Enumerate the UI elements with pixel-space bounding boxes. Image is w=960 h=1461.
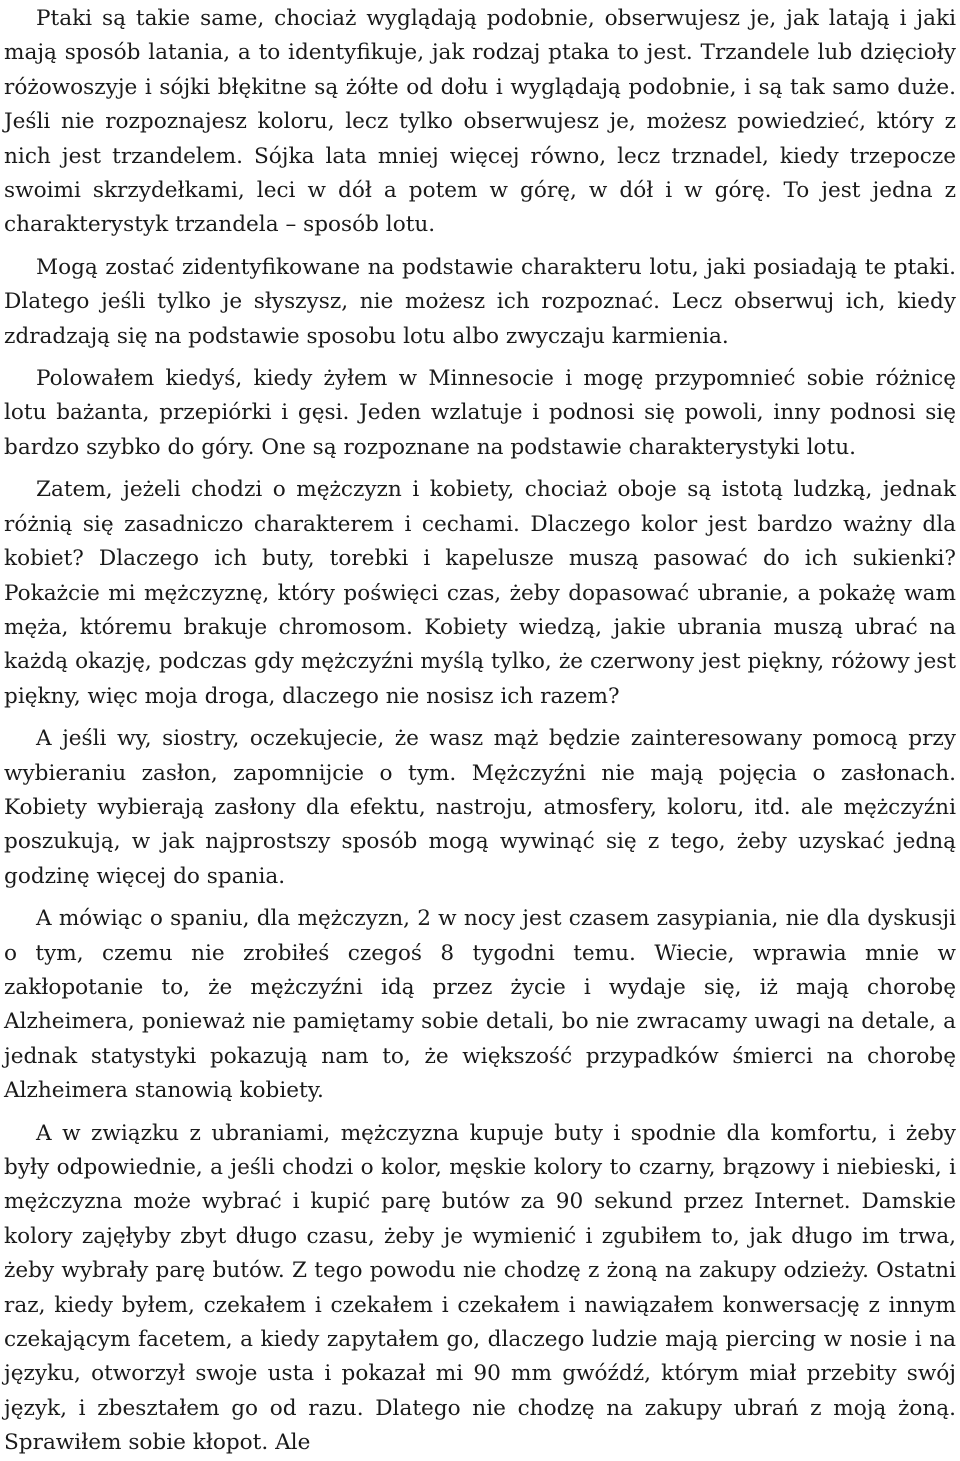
paragraph-4: Zatem, jeżeli chodzi o mężczyzn i kobiety, chociaż oboje są istotą ludzką, jednak różnią się zasadniczo charakterem i cechami. Dlaczego kolor jest bardzo ważny dla kobiet? Dlaczego ich buty, torebki i kapelusze muszą pasować do ich sukienki? Pokażcie mi mężczyznę, który poświęci czas, żeby dopasować ubranie, a pokażę wam męża, któremu brakuje chromosom. Kobiety wiedzą, jakie ubrania muszą ubrać na każdą okazję, podczas gdy mężczyźni myślą tylko, że czerwony jest piękny, różowy jest piękny, więc moja droga, dlaczego nie nosisz ich razem?: [4, 477, 956, 709]
paragraph-5: A jeśli wy, siostry, oczekujecie, że wasz mąż będzie zainteresowany pomocą przy wybieraniu zasłon, zapomnijcie o tym. Mężczyźni nie mają pojęcia o zasłonach. Kobiety wybierają zasłony dla efektu, nastroju, atmosfery, koloru, itd. ale mężczyźni poszukują, w jak najprostszy sposób mogą wywinąć się z tego, żeby uzyskać jedną godzinę więcej do spania.: [4, 726, 956, 889]
paragraph-7: A w związku z ubraniami, mężczyzna kupuje buty i spodnie dla komfortu, i żeby były odpowiednie, a jeśli chodzi o kolor, męskie kolory to czarny, brązowy i niebieski, i mężczyzna może wybrać i kupić parę butów za 90 sekund przez Internet. Damskie kolory zajęłyby zbyt długo czasu, żeby je wymienić i zgubiłem to, jak długo im trwa, żeby wybrały parę butów. Z tego powodu nie chodzę z żoną na zakupy odzieży. Ostatni raz, kiedy byłem, czekałem i czekałem i czekałem i nawiązałem konwersację z innym czekającym facetem, a kiedy zapytałem go, dlaczego ludzie mają piercing w nosie i na języku, otworzył swoje usta i pokazał mi 90 mm gwóźdź, którym miał przebity swój język, i zbeształem go od razu. Dlatego nie chodzę na zakupy ubrań z moją żoną. Sprawiłem sobie kłopot. Ale: [4, 1120, 956, 1456]
paragraph-2: Mogą zostać zidentyfikowane na podstawie charakteru lotu, jaki posiadają te ptaki. Dlatego jeśli tylko je słyszysz, nie możesz ich rozpoznać. Lecz obserwuj ich, kiedy zdradzają się na podstawie sposobu lotu albo zwyczaju karmienia.: [4, 254, 956, 349]
paragraph-6: A mówiąc o spaniu, dla mężczyzn, 2 w nocy jest czasem zasypiania, nie dla dyskusji o tym, czemu nie zrobiłeś czegoś 8 tygodni temu. Wiecie, wprawia mnie w zakłopotanie to, że mężczyźni idą przez życie i wydaje się, iż mają chorobę Alzheimera, ponieważ nie pamiętamy sobie detali, bo nie zwracamy uwagi na detale, a jednak statystyki pokazują nam to, że większość przypadków śmierci na chorobę Alzheimera stanowią kobiety.: [4, 906, 956, 1104]
paragraph-1: Ptaki są takie same, chociaż wyglądają podobnie, obserwujesz je, jak latają i jaki mają sposób latania, a to identyfikuje, jak rodzaj ptaka to jest. Trzandele lub dzięcioły różowoszyje i sójki błękitne są żółte od dołu i wyglądają podobnie, i są tak samo duże. Jeśli nie rozpoznajesz koloru, lecz tylko obserwujesz je, możesz powiedzieć, który z nich jest trzandelem. Sójka lata mniej więcej równo, lecz trznadel, kiedy trzepocze swoimi skrzydełkami, leci w dół a potem w górę, w dół i w górę. To jest jedna z charakterystyk trzandela – sposób lotu.: [4, 6, 956, 238]
paragraph-3: Polowałem kiedyś, kiedy żyłem w Minnesocie i mogę przypomnieć sobie różnicę lotu bażanta, przepiórki i gęsi. Jeden wzlatuje i podnosi się powoli, inny podnosi się bardzo szybko do góry. One są rozpoznane na podstawie charakterystyki lotu.: [4, 366, 956, 460]
